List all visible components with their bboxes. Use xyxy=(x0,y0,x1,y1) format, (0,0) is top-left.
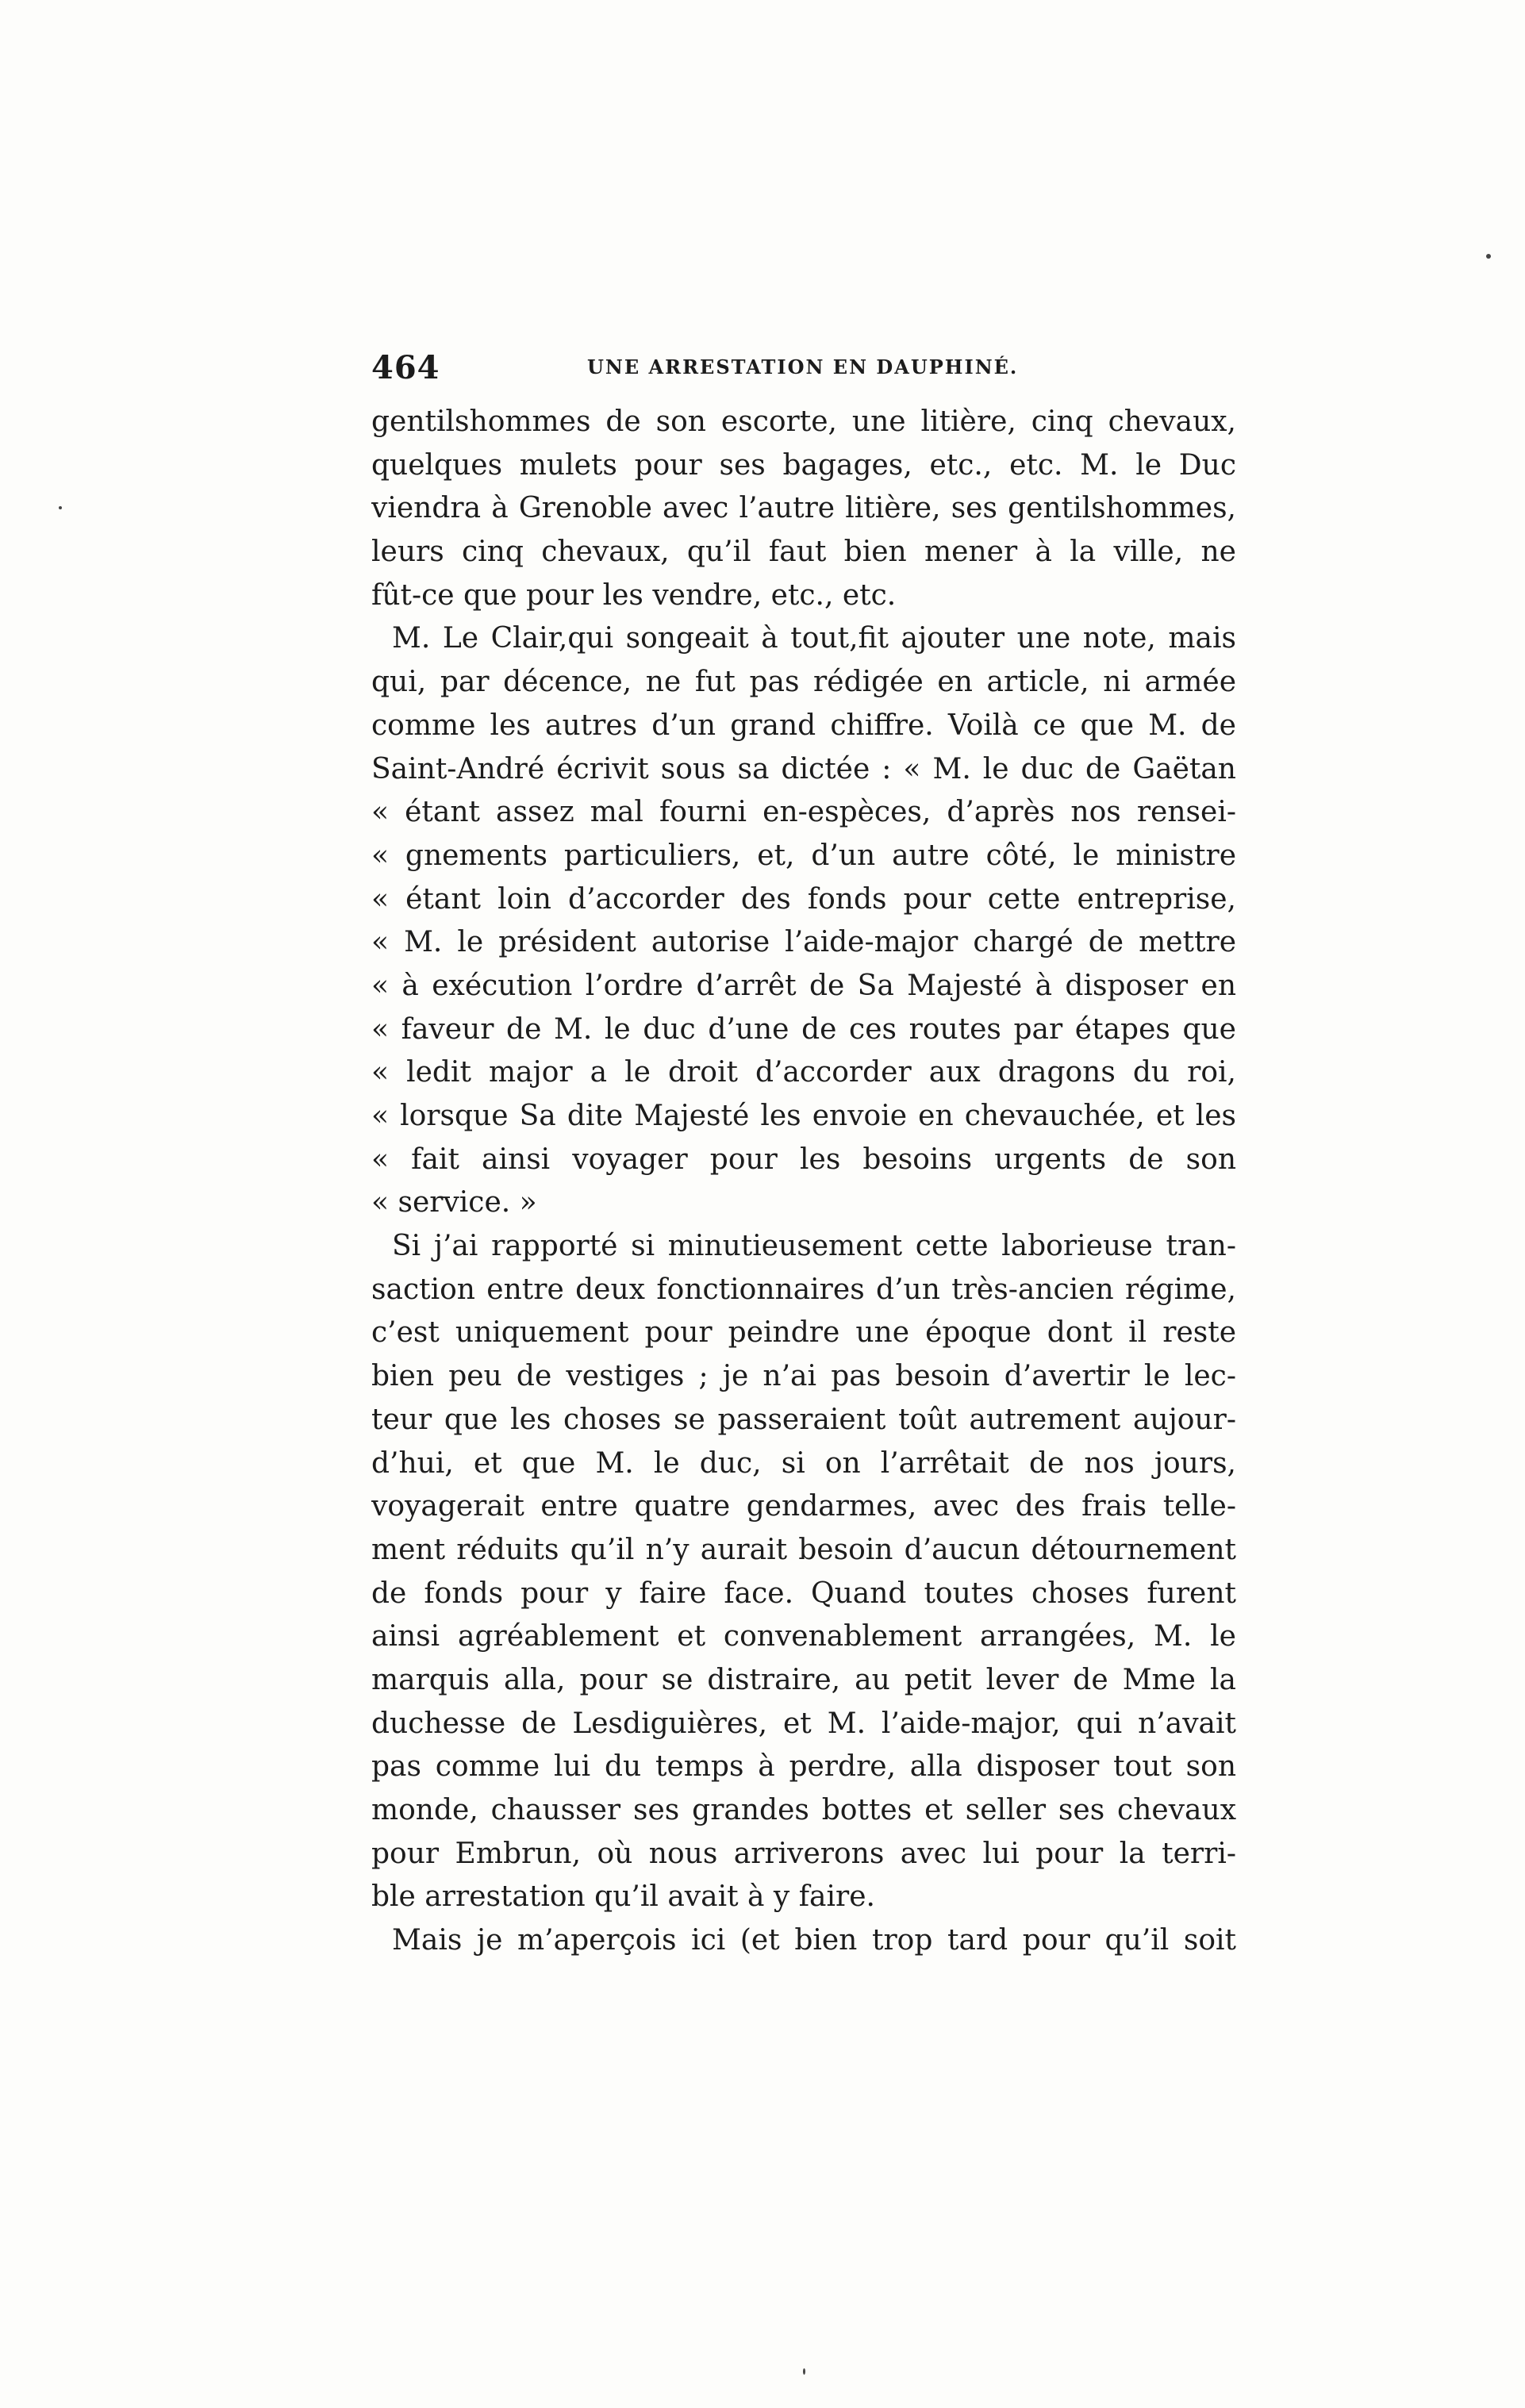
text-line: gentilshommes de son escorte, une litière, cinq chevaux, xyxy=(371,405,1236,438)
text-line: Mais je m’aperçois ici (et bien trop tard pour qu’il soit xyxy=(392,1924,1236,1957)
text-line: pas comme lui du temps à perdre, alla disposer tout son xyxy=(371,1750,1236,1784)
text-line: monde, chausser ses grandes bottes et seller ses chevaux xyxy=(371,1794,1236,1826)
text-line: Si j’ai rapporté si minutieusement cette laborieuse tran- xyxy=(392,1230,1236,1263)
paper-speck xyxy=(1486,254,1491,259)
body-text xyxy=(371,401,1236,1963)
text-line: qui, par décence, ne fut pas rédigée en article, ni armée xyxy=(371,666,1236,699)
text-line: « ledit major a le droit d’accorder aux dragons du roi, xyxy=(371,1056,1236,1089)
text-line: d’hui, et que M. le duc, si on l’arrêtait de nos jours, xyxy=(371,1446,1236,1480)
text-line: M. Le Clair,qui songeait à tout,fit ajouter une note, mais xyxy=(392,622,1236,655)
text-line: teur que les choses se passeraient toût autrement aujour- xyxy=(371,1403,1236,1436)
text-line: « service. » xyxy=(371,1186,537,1219)
text-line: ment réduits qu’il n’y aurait besoin d’aucun détournement xyxy=(371,1533,1236,1566)
text-line: c’est uniquement pour peindre une époque dont il reste xyxy=(371,1316,1236,1350)
text-line: « à exécution l’ordre d’arrêt de Sa Majesté à disposer en xyxy=(371,969,1236,1002)
text-line: pour Embrun, où nous arriverons avec lui pour la terri- xyxy=(371,1837,1236,1870)
text-line: de fonds pour y faire face. Quand toutes choses furent xyxy=(371,1577,1236,1610)
text-line: « M. le président autorise l’aide-major chargé de mettre xyxy=(371,926,1236,959)
text-line: « étant loin d’accorder des fonds pour cette entreprise, xyxy=(371,882,1236,916)
text-line: fût-ce que pour les vendre, etc., etc. xyxy=(371,578,897,612)
text-line: marquis alla, pour se distraire, au petit lever de Mme la xyxy=(371,1663,1236,1696)
text-line: quelques mulets pour ses bagages, etc., etc. M. le Duc xyxy=(371,448,1236,482)
text-line: « fait ainsi voyager pour les besoins urgents de son xyxy=(371,1143,1236,1176)
text-line: leurs cinq chevaux, qu’il faut bien mener à la ville, ne xyxy=(371,536,1236,569)
text-line: bien peu de vestiges ; je n’ai pas besoin d’avertir le lec- xyxy=(371,1360,1236,1393)
paper-speck xyxy=(59,506,62,509)
running-title: UNE ARRESTATION EN DAUPHINÉ. xyxy=(587,355,1019,378)
text-line: Saint-André écrivit sous sa dictée : « M. le duc de Gaëtan xyxy=(371,752,1236,785)
text-line: « gnements particuliers, et, d’un autre côté, le ministre xyxy=(371,839,1236,872)
text-line: ainsi agréablement et convenablement arrangées, M. le xyxy=(371,1620,1236,1653)
text-line: « étant assez mal fourni en-espèces, d’après nos rensei- xyxy=(371,796,1236,829)
text-line: ble arrestation qu’il avait à y faire. xyxy=(371,1880,875,1914)
text-line: comme les autres d’un grand chiffre. Voilà ce que M. de xyxy=(371,709,1236,742)
text-line: voyagerait entre quatre gendarmes, avec des frais telle- xyxy=(371,1490,1236,1523)
page-number: 464 xyxy=(371,349,440,386)
text-line: « faveur de M. le duc d’une de ces routes par étapes que xyxy=(371,1012,1236,1046)
text-line: saction entre deux fonctionnaires d’un très-ancien régime, xyxy=(371,1273,1236,1306)
running-head xyxy=(371,349,1236,397)
text-line: « lorsque Sa dite Majesté les envoie en chevauchée, et les xyxy=(371,1100,1236,1132)
paper-speck xyxy=(803,2368,805,2375)
text-line: viendra à Grenoble avec l’autre litière, ses gentilshommes, xyxy=(371,492,1236,525)
text-line: duchesse de Lesdiguières, et M. l’aide-major, qui n’avait xyxy=(371,1707,1236,1740)
